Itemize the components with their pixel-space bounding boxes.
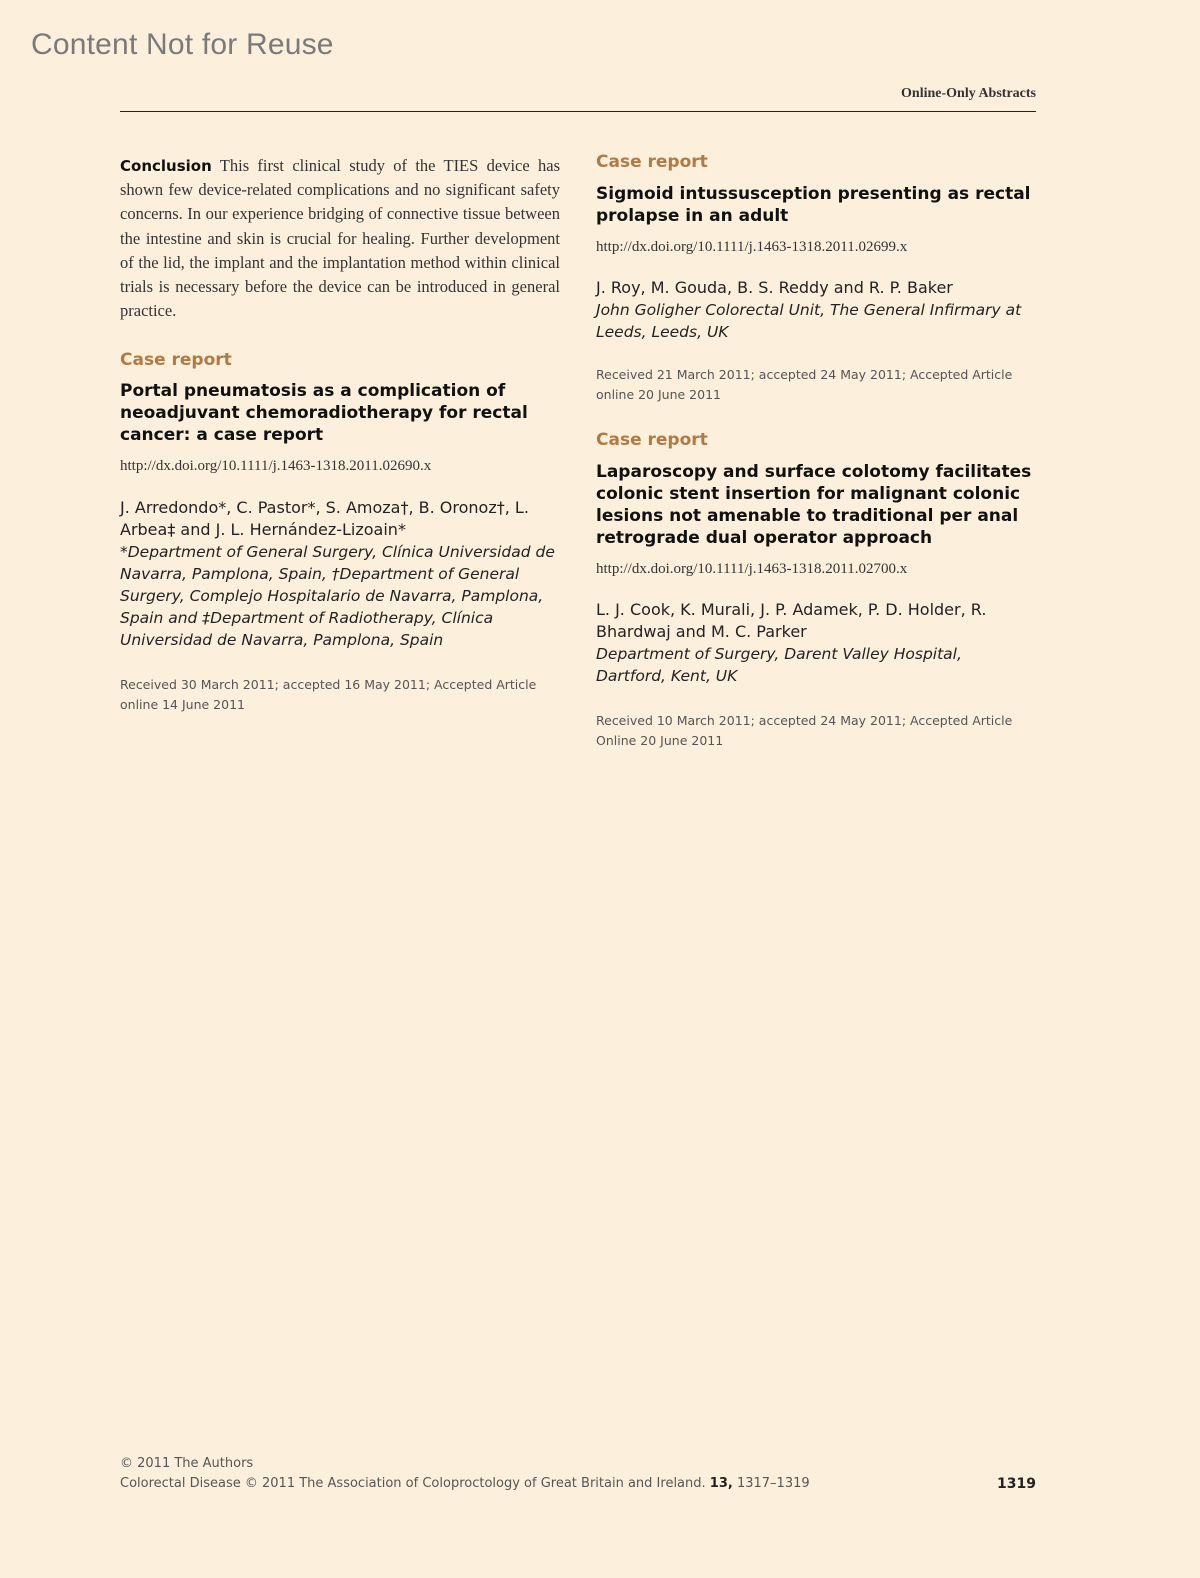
received-dates: Received 21 March 2011; accepted 24 May 2011; Accepted Article online 20 June 2011 <box>596 367 1013 402</box>
conclusion-paragraph <box>120 154 560 323</box>
authors: J. Arredondo*, C. Pastor*, S. Amoza†, B. Oronoz†, L. Arbea‡ and J. L. Hernández-Lizoain* <box>120 498 529 540</box>
footer-pages: 1317–1319 <box>736 1476 810 1491</box>
conclusion-text: This first clinical study of the TIES device has shown few device-related complications and no significant safety concerns. In our experience bridging of connective tissue between the intestine and skin is crucial for healing. Further development of the lid, the implant and the implantation method within clinical trials is necessary before the device can be introduced in general practice. <box>120 156 560 321</box>
received-dates: Received 10 March 2011; accepted 24 May 2011; Accepted Article Online 20 June 2011 <box>596 713 1013 748</box>
received-dates: Received 30 March 2011; accepted 16 May 2011; Accepted Article online 14 June 2011 <box>120 677 537 712</box>
footer-journal-line <box>120 1474 1036 1494</box>
authors: L. J. Cook, K. Murali, J. P. Adamek, P. D. Holder, R. Bhardwaj and M. C. Parker <box>596 600 987 641</box>
conclusion-lead: Conclusion <box>120 157 212 175</box>
affiliation: *Department of General Surgery, Clínica Universidad de Navarra, Pamplona, Spain, †Department of General Surgery, Complejo Hospitalario de Navarra, Pamplona, Spain and ‡Department of Radiotherapy, Clínica Universidad de Navarra, Pamplona, Spain <box>120 543 555 650</box>
running-head: Online-Only Abstracts <box>901 86 1036 101</box>
watermark: Content Not for Reuse <box>31 28 334 61</box>
authors: J. Roy, M. Gouda, B. S. Reddy and R. P. Baker <box>596 278 953 297</box>
article-title: Portal pneumatosis as a complication of neoadjuvant chemoradiotherapy for rectal cancer: a case report <box>120 381 528 446</box>
affiliation: Department of Surgery, Darent Valley Hospital, Dartford, Kent, UK <box>596 645 962 685</box>
right-column <box>596 150 1036 750</box>
footer-journal <box>120 1474 810 1494</box>
article-title: Laparoscopy and surface colotomy facilitates colonic stent insertion for malignant colonic lesions not amenable to traditional per anal retrograde dual operator approach <box>596 462 1032 548</box>
page-footer <box>120 1454 1036 1494</box>
footer-copyright: © 2011 The Authors <box>120 1456 254 1471</box>
section-label: Case report <box>120 350 232 371</box>
header-rule <box>120 111 1036 112</box>
left-column <box>120 150 560 714</box>
article-title: Sigmoid intussusception presenting as rectal prolapse in an adult <box>596 184 1031 226</box>
section-label: Case report <box>596 430 708 450</box>
affiliation: John Goligher Colorectal Unit, The General Infirmary at Leeds, Leeds, UK <box>596 301 1022 341</box>
doi-link[interactable]: http://dx.doi.org/10.1111/j.1463-1318.2011.02690.x <box>120 458 432 475</box>
doi-link[interactable]: http://dx.doi.org/10.1111/j.1463-1318.2011.02699.x <box>596 239 908 255</box>
doi-link[interactable]: http://dx.doi.org/10.1111/j.1463-1318.2011.02700.x <box>596 561 908 577</box>
footer-volume: 13, <box>709 1476 733 1491</box>
footer-journal-prefix: Colorectal Disease © 2011 The Association of Coloproctology of Great Britain and Ireland. <box>120 1476 706 1491</box>
page-number: 1319 <box>997 1476 1036 1492</box>
section-label: Case report <box>596 152 708 172</box>
